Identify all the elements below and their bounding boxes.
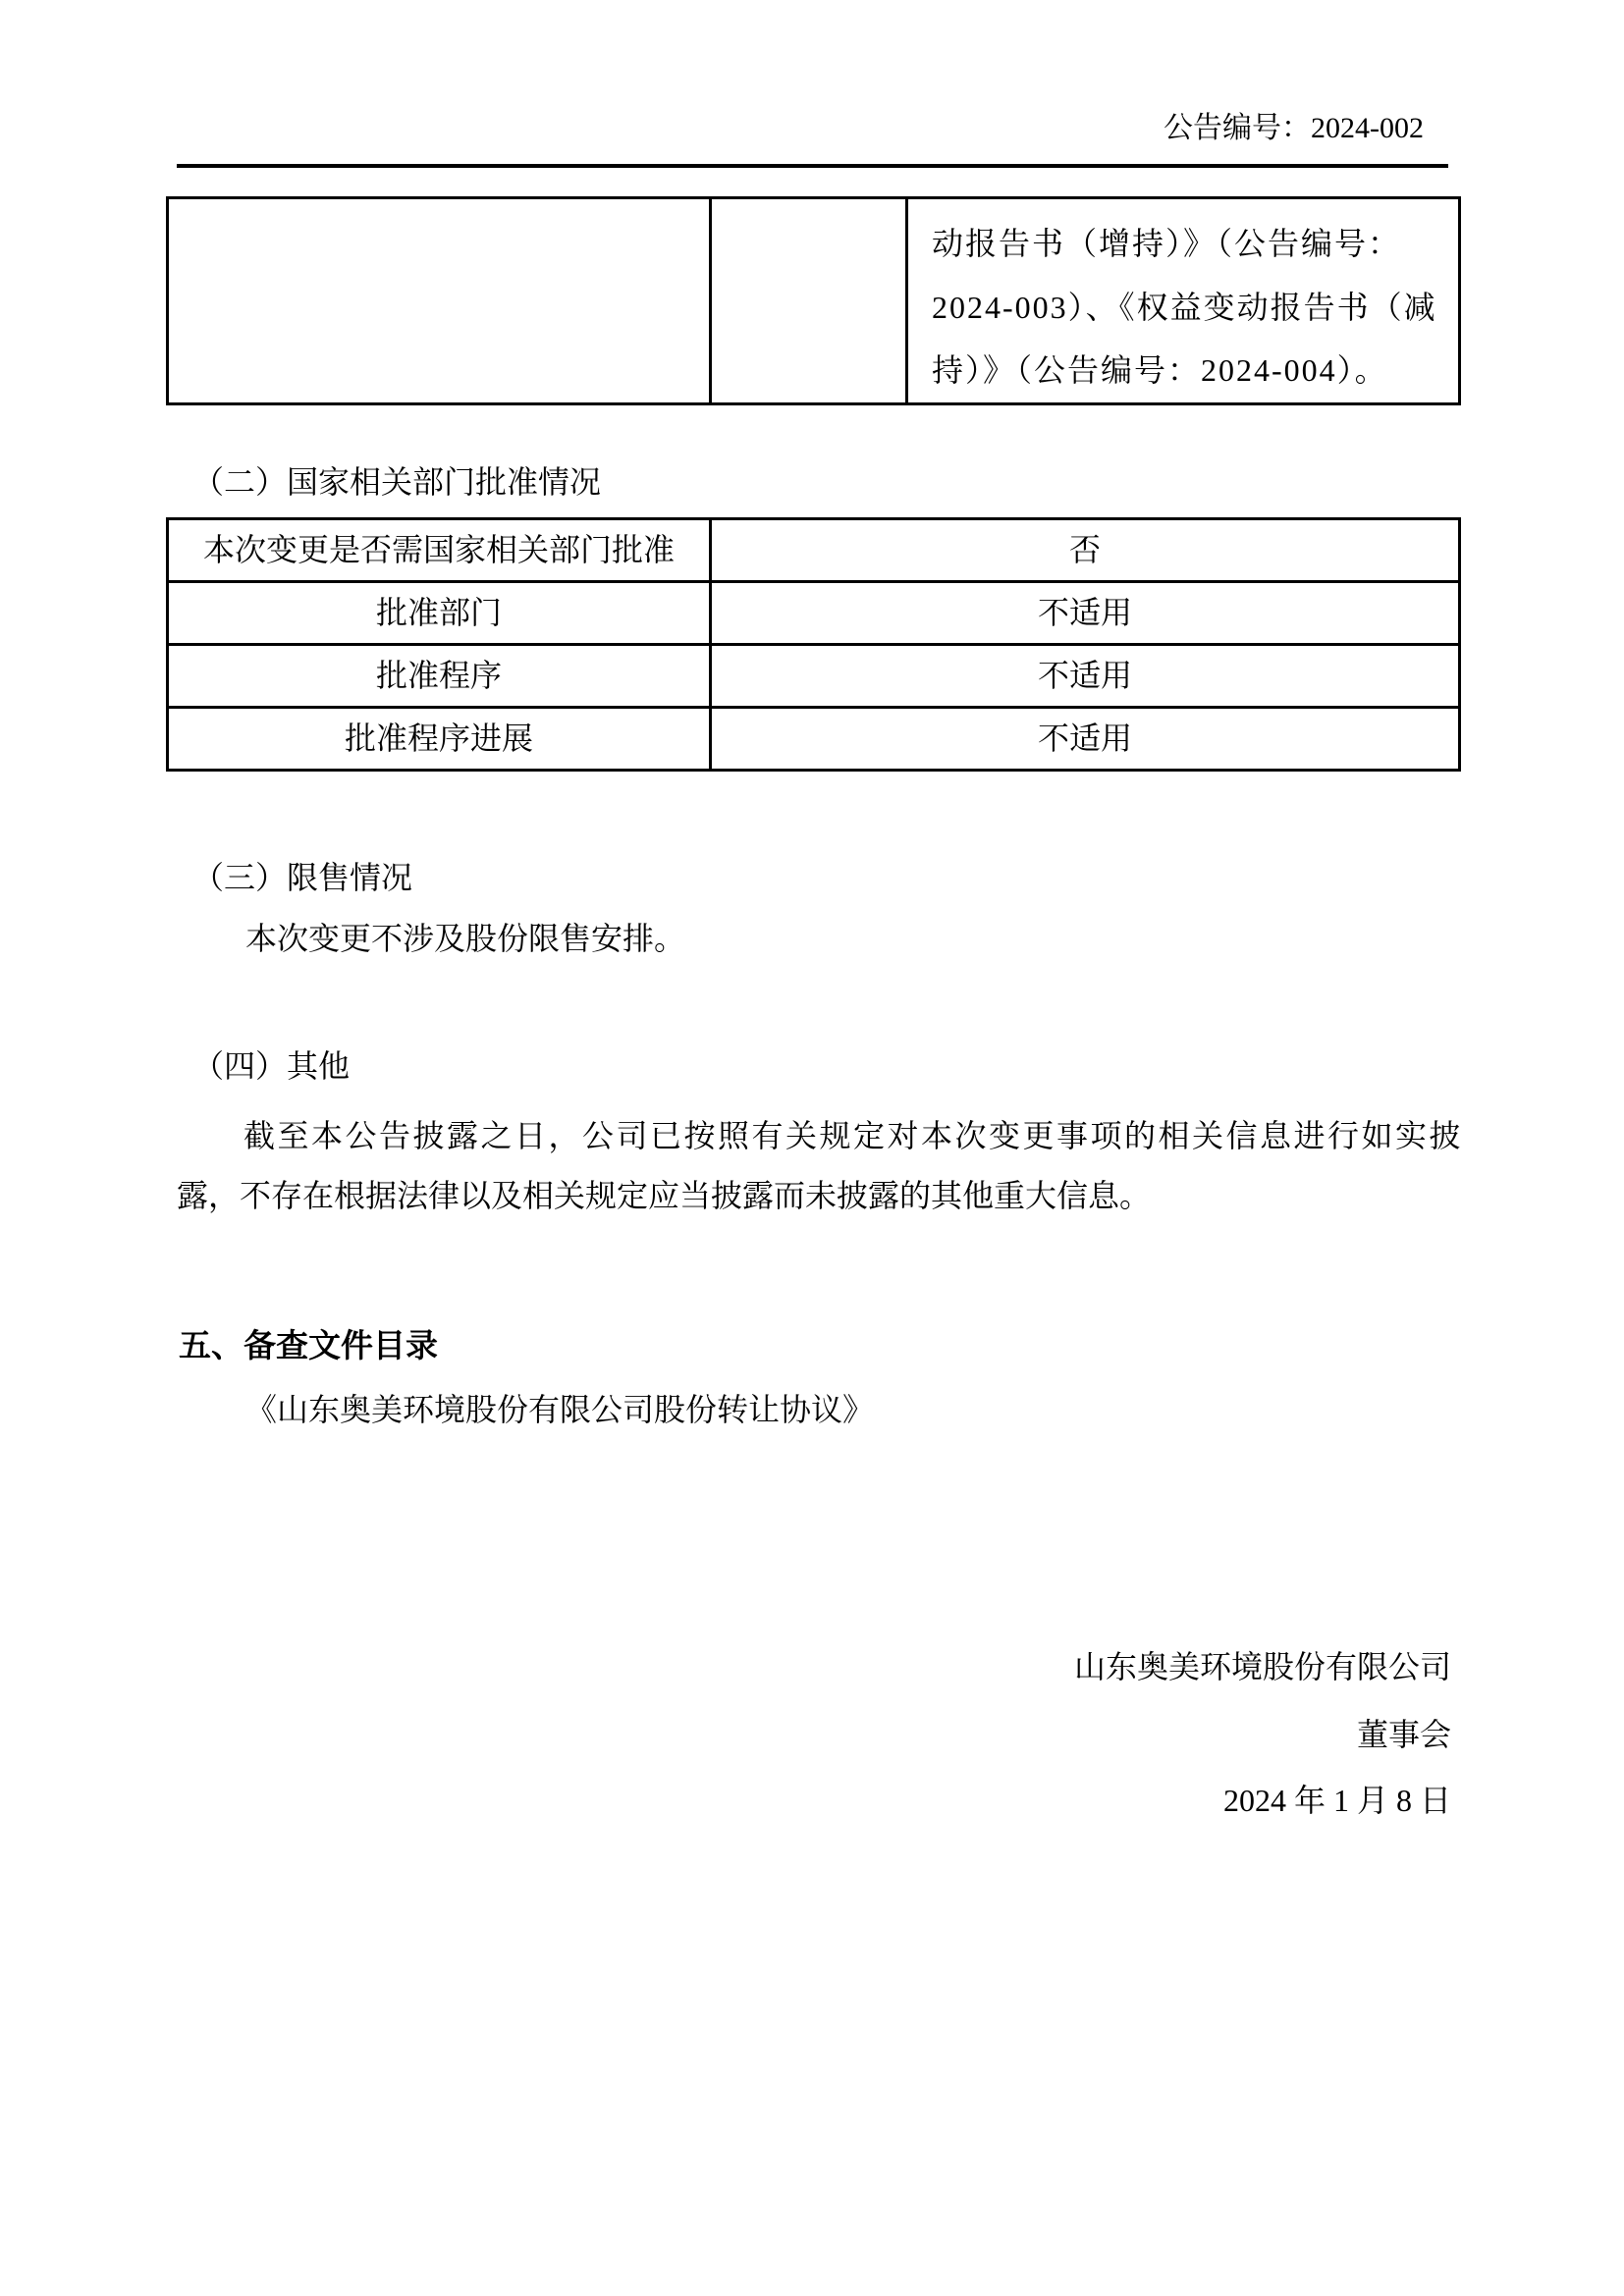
approval-row-value: 不适用 xyxy=(711,645,1460,708)
approval-row-label: 批准程序 xyxy=(168,645,711,708)
signature-board: 董事会 xyxy=(1356,1717,1451,1752)
cell-text-line: 持）》（公告编号：2024-004）。 xyxy=(932,352,1388,388)
continuation-cell-content xyxy=(907,198,1460,404)
table-row xyxy=(168,708,1460,771)
section-other-heading: （四）其他 xyxy=(192,1048,351,1084)
continuation-cell-middle-empty xyxy=(711,198,907,404)
cell-text-line: 2024-003）、《权益变动报告书（减 xyxy=(932,289,1437,325)
continuation-table xyxy=(166,196,1461,405)
table-row xyxy=(168,519,1460,582)
section-lockup-heading: （三）限售情况 xyxy=(192,860,413,895)
section-documents-heading: 五、备查文件目录 xyxy=(179,1329,438,1364)
approval-table xyxy=(166,517,1461,772)
table-row xyxy=(168,645,1460,708)
announcement-number: 公告编号：2024-002 xyxy=(1164,112,1424,144)
approval-row-value: 否 xyxy=(711,519,1460,582)
section-lockup-body: 本次变更不涉及股份限售安排。 xyxy=(245,921,686,956)
section-approval-heading: （二）国家相关部门批准情况 xyxy=(192,464,602,500)
header-rule xyxy=(177,164,1448,168)
continuation-cell-left-empty xyxy=(168,198,711,404)
section-documents-body: 《山东奥美环境股份有限公司股份转让协议》 xyxy=(245,1392,875,1427)
approval-row-label: 批准部门 xyxy=(168,582,711,645)
signature-date: 2024 年 1 月 8 日 xyxy=(1222,1783,1451,1818)
approval-row-value: 不适用 xyxy=(711,708,1460,771)
section-other-body-line: 露，不存在根据法律以及相关规定应当披露而未披露的其他重大信息。 xyxy=(177,1178,1152,1213)
section-other-body-line: 截至本公告披露之日，公司已按照有关规定对本次变更事项的相关信息进行如实披 xyxy=(244,1118,1464,1153)
approval-row-label: 本次变更是否需国家相关部门批准 xyxy=(168,519,711,582)
table-row xyxy=(168,582,1460,645)
signature-company: 山东奥美环境股份有限公司 xyxy=(1073,1649,1451,1684)
table-row xyxy=(168,198,1460,404)
approval-row-label: 批准程序进展 xyxy=(168,708,711,771)
cell-text-line: 动报告书（增持）》（公告编号： xyxy=(932,226,1402,261)
approval-row-value: 不适用 xyxy=(711,582,1460,645)
